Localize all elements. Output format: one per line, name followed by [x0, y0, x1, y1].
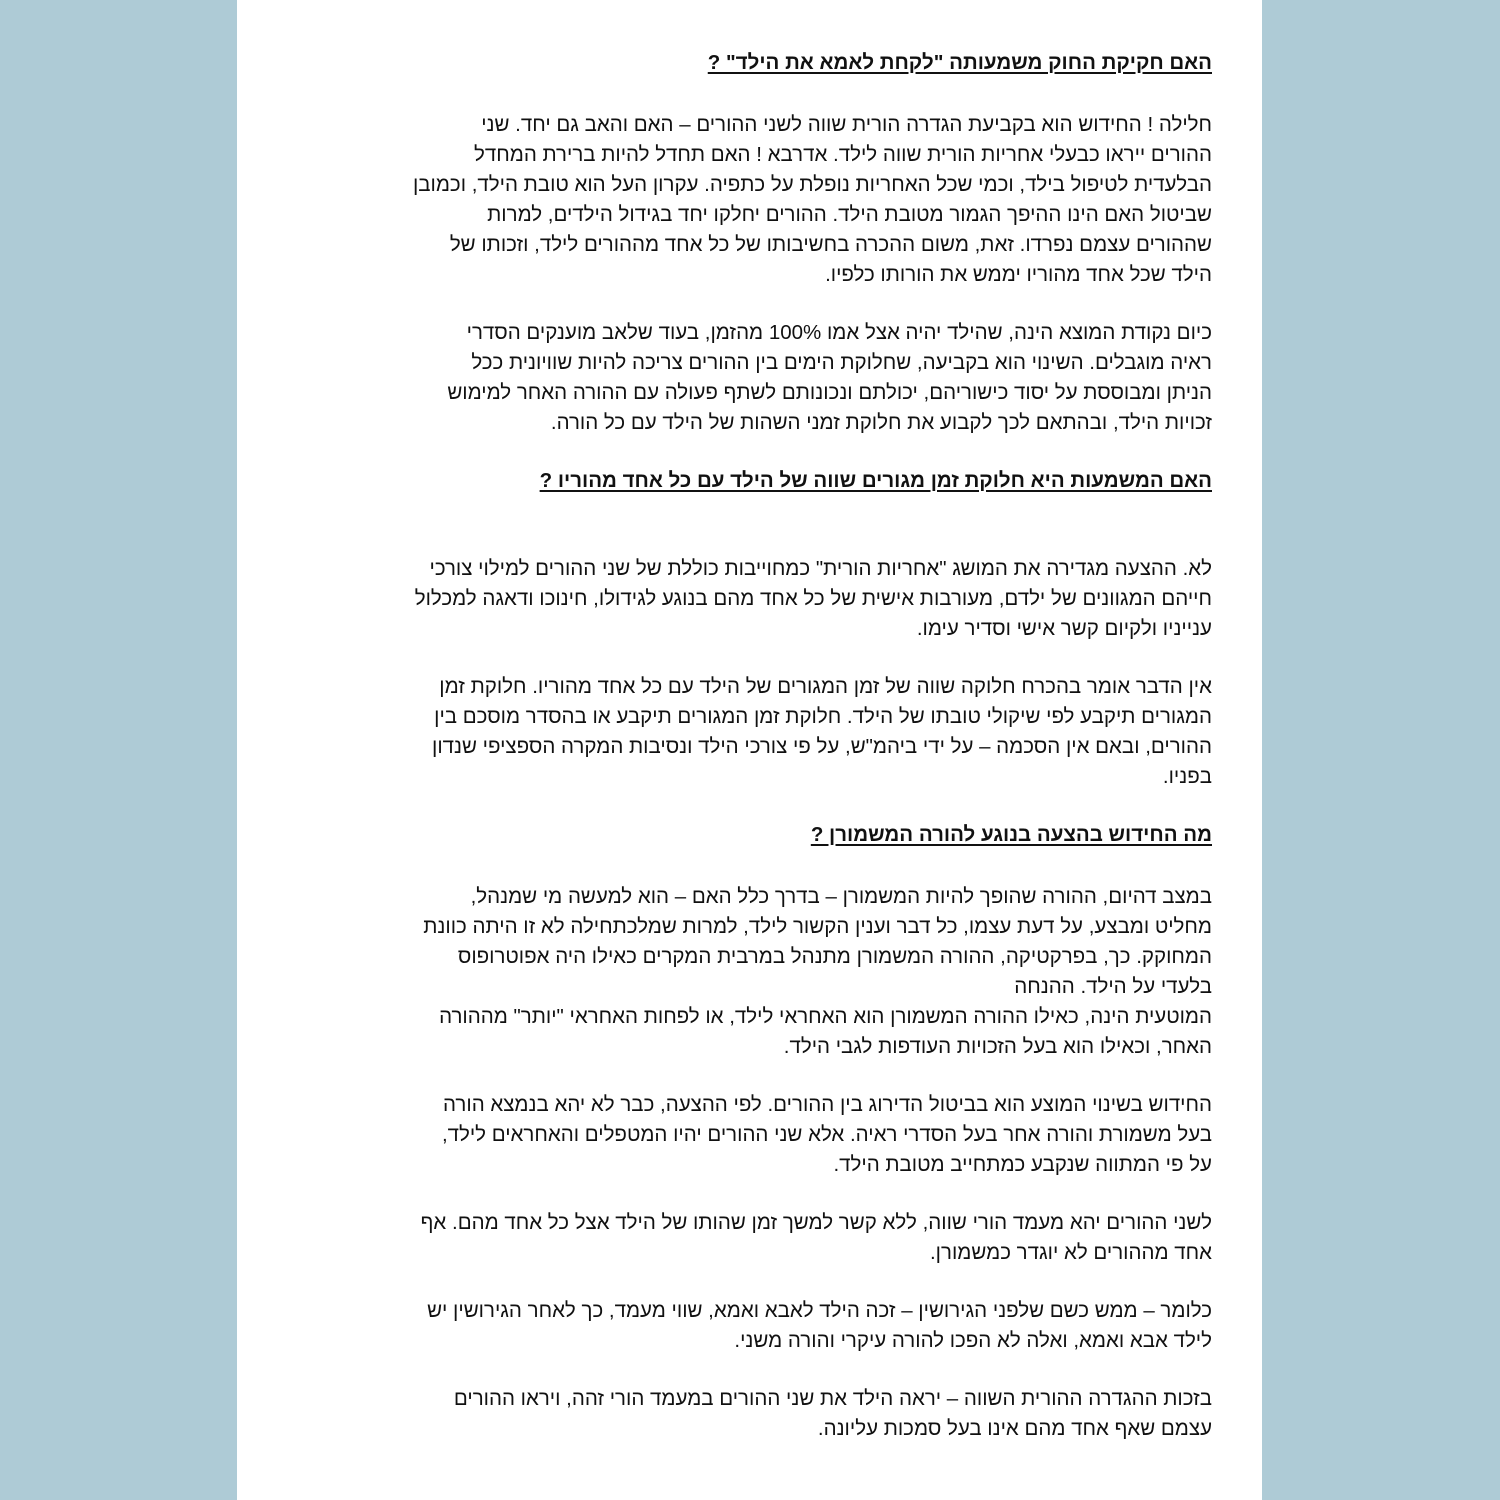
text-line: כיום נקודת המוצא הינה, שהילד יהיה אצל אמו 100% מהזמן, בעוד שלאב מוענקים הסדרי — [466, 321, 1212, 344]
section-heading-2: האם המשמעות היא חלוקת זמן מגורים שווה של הילד עם כל אחד מהוריו ? — [539, 469, 1212, 492]
text-line: לשני ההורים יהא מעמד הורי שווה, ללא קשר למשך זמן שהותו של הילד אצל כל אחד מהם. אף — [420, 1211, 1212, 1234]
text-line: חייהם המגוונים של ילדם, מעורבות אישית של כל אחד מהם בנוגע לגידולו, חינוכו ודאגה למכלול — [414, 587, 1212, 610]
text-line: הניתן ומבוססת על יסוד כישוריהם, יכולתם ונכונותם לשתף פעולה עם ההורה האחר למימוש — [447, 381, 1212, 404]
text-line: בפניו. — [1162, 765, 1212, 788]
text-line: האחר, וכאילו הוא בעל הזכויות העודפות לגבי הילד. — [783, 1035, 1212, 1058]
text-line: ההורים ייראו כבעלי אחריות הורית שווה לילד. אדרבא ! האם תחדל להיות ברירת המחדל — [474, 143, 1212, 166]
paragraph-2-1 — [287, 554, 1212, 644]
text-line: לא. ההצעה מגדירה את המושג "אחריות הורית" כמחוייבות כוללת של שני ההורים למילוי צורכי — [429, 557, 1212, 580]
text-line: החידוש בשינוי המוצע הוא בביטול הדירוג בין ההורים. לפי ההצעה, כבר לא יהא בנמצא הורה — [443, 1093, 1212, 1116]
paragraph-1-2 — [287, 318, 1212, 438]
text-line: שביטול האם הינו ההיפך הגמור מטובת הילד. ההורים יחלקו יחד בגידול הילדים, למרות — [487, 203, 1212, 226]
text-line: בזכות ההגדרה ההורית השווה – יראה הילד את שני ההורים במעמד הורי זהה, ויראו ההורים — [453, 1387, 1212, 1410]
text-line: אחד מההורים לא יוגדר כמשמורן. — [929, 1241, 1212, 1264]
section-heading-1: האם חקיקת החוק משמעותה "לקחת לאמא את הילד" ? — [707, 51, 1212, 74]
paragraph-3-3 — [287, 1208, 1212, 1268]
text-line: שההורים עצמם נפרדו. זאת, משום ההכרה בחשיבותו של כל אחד מההורים לילד, וזכותו של — [449, 233, 1212, 256]
text-line: זכויות הילד, ובהתאם לכך לקבוע את חלוקת זמני השהות של הילד עם כל הורה. — [550, 411, 1212, 434]
paragraph-1-1 — [287, 110, 1212, 290]
text-line: כלומר – ממש כשם שלפני הגירושין – זכה הילד לאבא ואמא, שווי מעמד, כך לאחר הגירושין יש — [427, 1299, 1212, 1322]
text-line: ההורים, ובאם אין הסכמה – על ידי ביהמ"ש, על פי צורכי הילד ונסיבות המקרה הספציפי שנדון — [432, 735, 1212, 758]
text-line: ענייניו ולקיום קשר אישי וסדיר עימו. — [916, 617, 1212, 640]
text-line: ראיה מוגבלים. השינוי הוא בקביעה, שחלוקת הימים בין ההורים צריכה להיות שוויונית ככל — [471, 351, 1212, 374]
paragraph-3-2 — [287, 1090, 1212, 1180]
text-line: אין הדבר אומר בהכרח חלוקה שווה של זמן המגורים של הילד עם כל אחד מהוריו. חלוקת זמן — [439, 675, 1212, 698]
text-line: המגורים תיקבע לפי שיקולי טובתו של הילד. חלוקת זמן המגורים תיקבע או בהסדר מוסכם בין — [434, 705, 1212, 728]
paragraph-3-4 — [287, 1296, 1212, 1356]
text-line: במצב דהיום, ההורה שהופך להיות המשמורן – בדרך כלל האם – הוא למעשה מי שמנהל, — [470, 885, 1212, 908]
text-line: הילד שכל אחד מהוריו יממש את הורותו כלפיו. — [825, 263, 1212, 286]
text-line: חלילה ! החידוש הוא בקביעת הגדרה הורית שווה לשני ההורים – האם והאב גם יחד. שני — [481, 113, 1212, 136]
text-line: המחוקק. כך, בפרקטיקה, ההורה המשמורן מתנהל במרבית המקרים כאילו היה אפוטרופוס — [457, 945, 1212, 968]
text-line: על פי המתווה שנקבע כמתחייב מטובת הילד. — [833, 1153, 1212, 1176]
paragraph-3-5 — [287, 1384, 1212, 1444]
text-line: הבלעדית לטיפול בילד, וכמי שכל האחריות נופלת על כתפיה. עקרון העל הוא טובת הילד, וכמובן — [412, 173, 1212, 196]
text-line: בלעדי על הילד. ההנחה — [1014, 975, 1212, 998]
section-heading-3: מה החידוש בהצעה בנוגע להורה המשמורן ? — [810, 823, 1212, 846]
document-page — [237, 0, 1262, 1500]
text-line: לילד אבא ואמא, ואלה לא הפכו להורה עיקרי והורה משני. — [734, 1329, 1212, 1352]
text-line: בעל משמורת והורה אחר בעל הסדרי ראיה. אלא שני ההורים יהיו המטפלים והאחראים לילד, — [441, 1123, 1212, 1146]
text-line: עצמם שאף אחד מהם אינו בעל סמכות עליונה. — [817, 1417, 1212, 1440]
paragraph-2-2 — [287, 672, 1212, 792]
text-line: מחליט ומבצע, על דעת עצמו, כל דבר וענין הקשור לילד, למרות שמלכתחילה לא זו היתה כוונת — [423, 915, 1212, 938]
text-line: המוטעית הינה, כאילו ההורה המשמורן הוא האחראי לילד, או לפחות האחראי "יותר" מההורה — [439, 1005, 1212, 1028]
paragraph-3-1 — [287, 882, 1212, 1062]
